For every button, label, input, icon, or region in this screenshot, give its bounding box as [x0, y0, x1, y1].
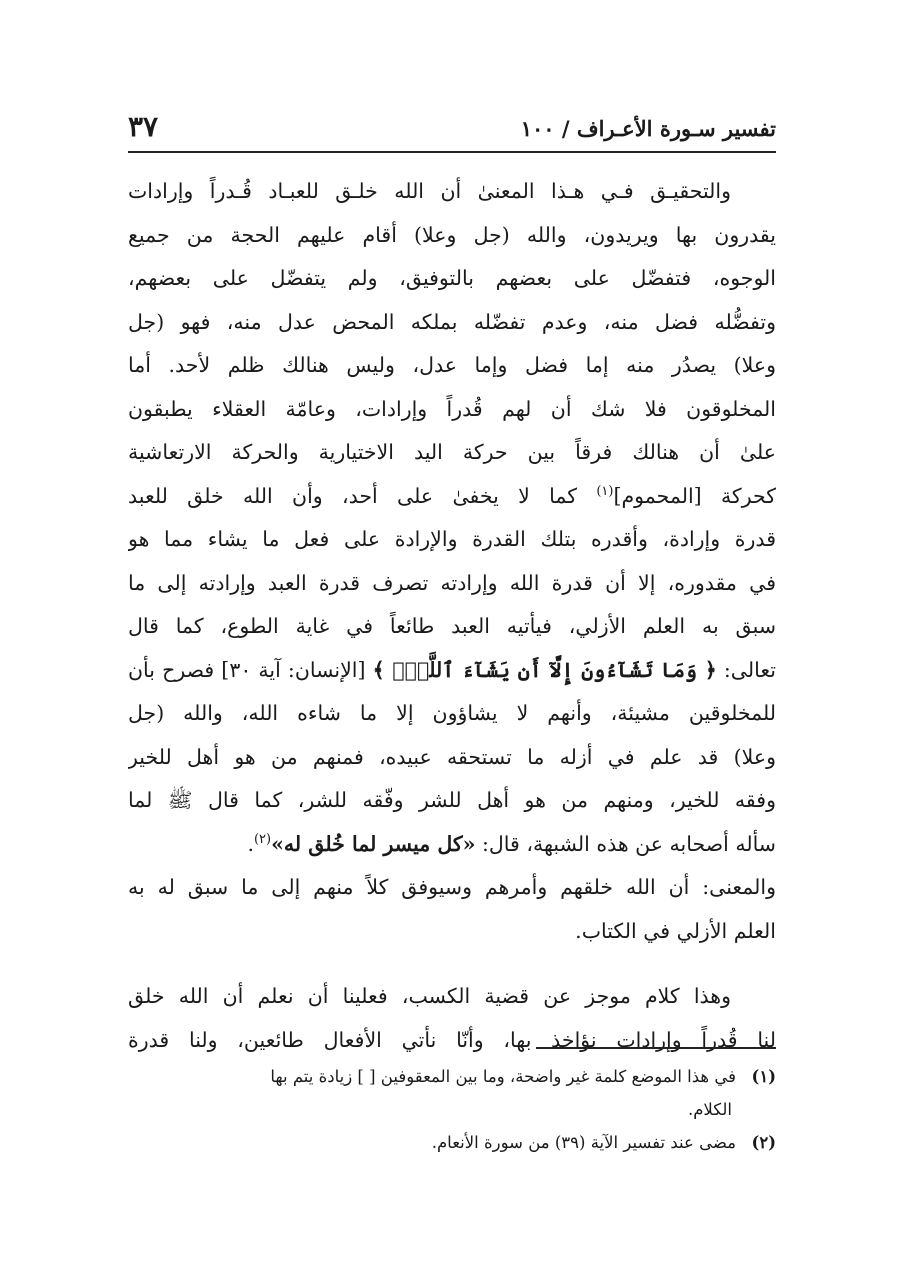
- footnotes: [128, 1060, 776, 1159]
- text-line-with-quran: [128, 649, 776, 693]
- footnote-ref-1[interactable]: (١): [596, 483, 614, 499]
- footnote-ref-2[interactable]: (٢): [253, 831, 272, 847]
- footnote-number: (٢): [751, 1133, 776, 1152]
- text-line: والمعنى: أن الله خلقهم وأمرهم وسيوفق كلاً منهم إلى ما سبق له به: [128, 875, 776, 899]
- quran-quote: ﴿ وَمَا تَشَآءُونَ إِلَّآ أَن يَشَآءَ ٱللَّهُۚ ﴾: [372, 657, 717, 682]
- text-segment: كما لا يخفىٰ على أحد، وأن الله خلق للعبد: [128, 483, 578, 508]
- sentence-end: .: [247, 831, 254, 856]
- text-line: في مقدوره، إلا أن قدرة الله وإرادته تصرف قدرة العبد وإرادته إلى ما: [128, 570, 776, 595]
- text-line: وعلا) قد علم في أزله ما تستحقه عبيده، فمنهم من هو أهل للخير: [128, 744, 776, 769]
- main-text: [128, 170, 776, 1062]
- text-line: علىٰ أن هنالك فرقاً بين حركة اليد الاختيارية والحركة الارتعاشية: [128, 440, 776, 464]
- text-line: للمخلوقين مشيئة، وأنهم لا يشاؤون إلا ما شاءه الله، والله (جل: [128, 701, 776, 725]
- text-segment: تعالى:: [723, 657, 776, 682]
- text-segment: سأله أصحابه عن هذه الشبهة، قال:: [482, 831, 776, 856]
- text-line-with-footnote: [128, 475, 776, 519]
- footnote-text: مضى عند تفسير الآية (٣٩) من سورة الأنعام.: [431, 1133, 736, 1152]
- footnote-2: [128, 1126, 776, 1159]
- text-line: العلم الأزلي في الكتاب.: [575, 918, 776, 943]
- text-line: المخلوقون فلا شك أن لهم قُدراً وإرادات، وعامّة العقلاء يطبقون: [128, 396, 776, 421]
- header-rule: [128, 151, 776, 153]
- text-line: لنا قُدراً وإرادات نؤاخذ بها، وأنّا نأتي الأفعال طائعين، ولنا قدرة: [128, 1027, 776, 1052]
- page-number: ٣٧: [128, 110, 159, 143]
- text-line: وهذا كلام موجز عن قضية الكسب، فعلينا أن نعلم أن الله خلق: [128, 984, 731, 1008]
- text-line: يقدرون بها ويريدون، والله (جل وعلا) أقام عليهم الحجة من جميع: [128, 222, 776, 247]
- hadith-quote: «كل ميسر لما خُلق له»: [271, 831, 476, 856]
- running-title: تفسير سـورة الأعـراف / ١٠٠: [520, 116, 776, 141]
- page-header: [128, 108, 776, 150]
- footnote-text: في هذا الموضع كلمة غير واضحة، وما بين المعقوفين [ ] زيادة يتم بها: [270, 1067, 736, 1086]
- text-line-with-hadith: [128, 823, 776, 867]
- text-segment: كحركة [المحموم]: [613, 483, 776, 508]
- text-line: وفقه للخير، ومنهم من هو أهل للشر وفّقه للشر، كما قال ﷺ لما: [128, 788, 776, 812]
- text-line: قدرة وإرادة، وأقدره بتلك القدرة والإرادة على فعل ما يشاء مما هو: [128, 527, 776, 551]
- quran-reference: [الإنسان: آية ٣٠] فصرح بأن: [128, 657, 366, 682]
- text-line: والتحقيـق فـي هـذا المعنىٰ أن الله خلـق للعبـاد قُـدراً وإرادات: [128, 179, 731, 203]
- text-line: سبق به العلم الأزلي، فيأتيه العبد طائعاً في غاية الطوع، كما قال: [128, 614, 776, 638]
- footnote-1: [128, 1060, 776, 1093]
- text-line: وعلا) يصدُر منه إما فضل وإما عدل، وليس هنالك ظلم لأحد. أما: [128, 353, 776, 377]
- footnote-separator: [536, 1047, 776, 1049]
- paragraph-gap: [128, 953, 776, 975]
- text-line: الوجوه، فتفضّل على بعضهم بالتوفيق، ولم يتفضّل على بعضهم،: [128, 266, 776, 290]
- text-line: وتفضُّله فضل منه، وعدم تفضّله بملكه المحض عدل منه، فهو (جل: [128, 309, 776, 334]
- footnote-number: (١): [751, 1067, 776, 1086]
- footnote-continuation: الكلام.: [687, 1100, 732, 1119]
